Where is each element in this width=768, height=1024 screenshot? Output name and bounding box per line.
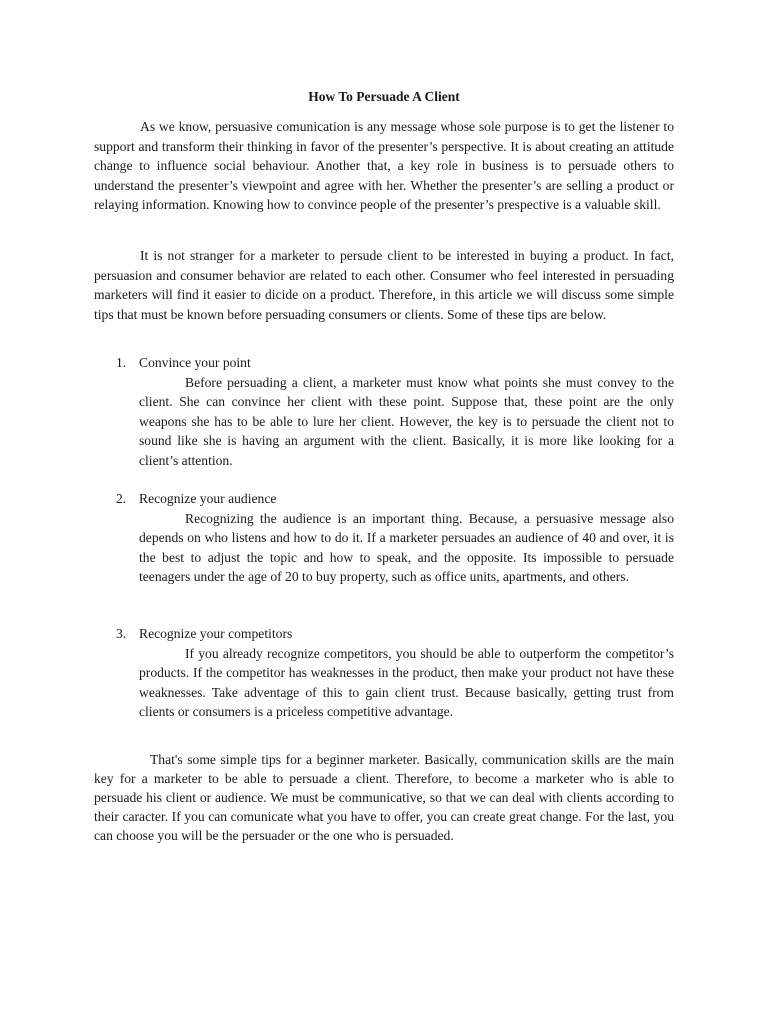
tip-heading: Recognize your audience [139,491,277,506]
context-paragraph: It is not stranger for a marketer to persude client to be interested in buying a product. In fact, persuasion and consumer behavior are related to each other. Consumer who feel interested in persuading marketers will find it easier to dicide on a product. Therefore, in this article we will discuss some simple tips that must be known before persuading consumers or clients. Some of these tips are below. [94,248,674,322]
document-title: How To Persuade A Client [308,89,460,104]
tip-body: Before persuading a client, a marketer must know what points she must convey to the client. She can convince her client with these point. Suppose that, these point are the only weapons she has to be able to lure her client. However, the key is to persuade the client not to sound like she is having an argument with the client. Basically, it is more like looking for a client’s attention. [139,374,674,468]
tip-number: 2. [116,491,127,506]
tip-number: 1. [116,355,127,370]
closing-paragraph: That's some simple tips for a beginner marketer. Basically, communication skills are the main key for a marketer to be able to persuade a client. Therefore, to become a marketer who is able to persuade his client or audience. We must be communicative, so that we can deal with clients according to their caracter. If you can comunicate what you have to offer, you can create great change. For the last, you can choose you will be the persuader or the one who is persuaded. [94,752,674,843]
tip-number: 3. [116,626,127,641]
tip-body: Recognizing the audience is an important thing. Because, a persuasive message also depends on who listens and how to do it. If a marketer persuades an audience of 40 and over, it is the best to adjust the topic and how to speak, and the opposite. Its impossible to persuade teenagers under the age of 20 to buy property, such as office units, apartments, and others. [139,510,674,585]
intro-paragraph: As we know, persuasive comunication is any message whose sole purpose is to get the listener to support and transform their thinking in favor of the presenter’s perspective. It is about creating an attitude change to influence social behaviour. Another that, a key role in business is to persuade others to understand the presenter’s viewpoint and agree with her. Whether the presenter’s are selling a product or relaying information. Knowing how to convince people of the presenter’s prespective is a valuable skill. [94,119,674,213]
tip-heading: Convince your point [139,355,251,370]
tip-body: If you already recognize competitors, you should be able to outperform the competitor’s products. If the competitor has weaknesses in the product, then make your product not have these weaknesses. Take adventage of this to gain client trust. Because basically, getting trust from clients or consumers is a priceless competitive advantage. [139,645,674,720]
tip-heading: Recognize your competitors [139,626,293,641]
